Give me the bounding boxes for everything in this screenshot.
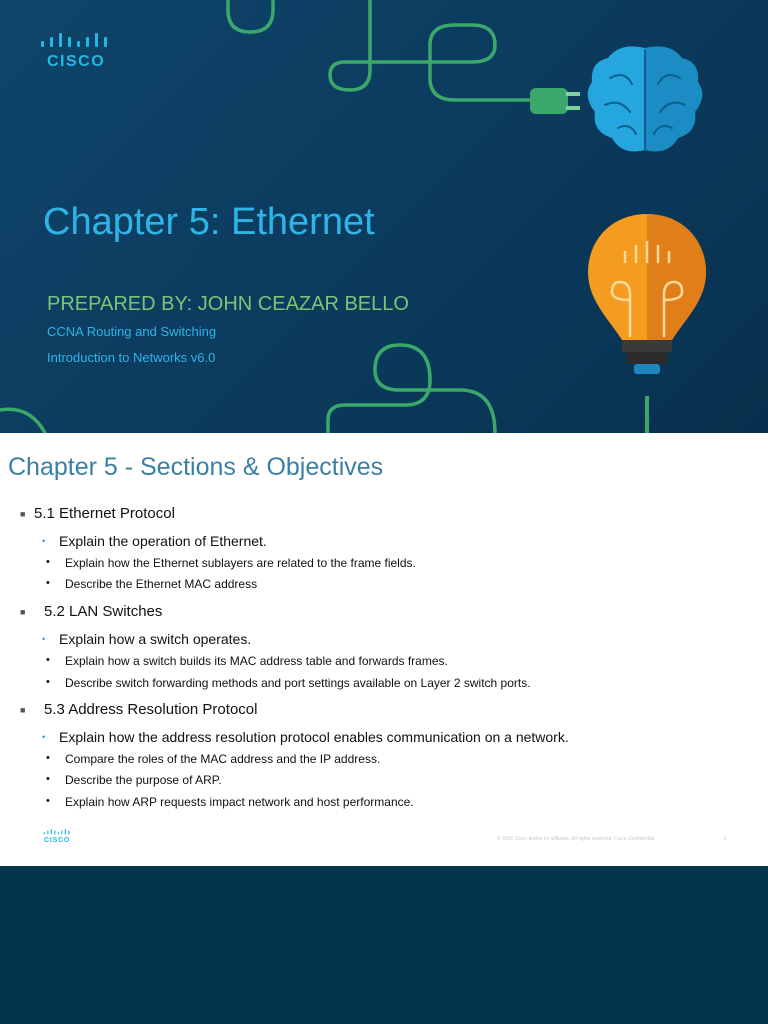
page-number: 2 xyxy=(724,836,727,842)
cisco-logo-icon xyxy=(40,33,110,51)
detail-text: Explain how ARP requests impact network and host performance. xyxy=(65,795,414,809)
dot-bullet-icon: • xyxy=(46,654,50,666)
detail-text: Describe switch forwarding methods and port settings available on Layer 2 switch ports. xyxy=(65,676,531,690)
plug-icon xyxy=(530,88,580,114)
dot-bullet-icon: • xyxy=(46,577,50,589)
section-label: 5.3 Address Resolution Protocol xyxy=(44,701,258,718)
objective-item xyxy=(42,729,569,745)
detail-item xyxy=(46,654,448,668)
dot-bullet-icon: • xyxy=(46,752,50,764)
dot-bullet-icon: • xyxy=(46,676,50,688)
detail-item xyxy=(46,556,416,570)
dot-bullet-icon: • xyxy=(42,536,46,546)
dot-bullet-icon: • xyxy=(46,795,50,807)
prepared-by: PREPARED BY: JOHN CEAZAR BELLO xyxy=(47,293,409,315)
objective-text: Explain how a switch operates. xyxy=(59,631,252,647)
detail-item xyxy=(46,795,414,809)
objective-text: Explain how the address resolution protocol enables communication on a network. xyxy=(59,729,569,745)
detail-text: Explain how the Ethernet sublayers are related to the frame fields. xyxy=(65,556,416,570)
dot-bullet-icon: • xyxy=(42,634,46,644)
dot-bullet-icon: • xyxy=(46,773,50,785)
course-name: CCNA Routing and Switching xyxy=(47,324,217,339)
detail-text: Describe the Ethernet MAC address xyxy=(65,577,258,591)
detail-item xyxy=(46,676,531,690)
section-item xyxy=(20,603,162,620)
cisco-logo-small-icon xyxy=(42,829,72,836)
objective-item xyxy=(42,533,267,549)
section-label: 5.2 LAN Switches xyxy=(44,603,163,620)
cisco-logo-small-text: CISCO xyxy=(44,837,71,844)
section-item xyxy=(20,701,257,718)
square-bullet-icon: ■ xyxy=(20,705,26,715)
objective-item xyxy=(42,631,251,647)
detail-text: Compare the roles of the MAC address and the IP address. xyxy=(65,752,381,766)
detail-item xyxy=(46,773,222,787)
dot-bullet-icon: • xyxy=(42,732,46,742)
brain-icon xyxy=(588,46,703,151)
objectives-title: Chapter 5 - Sections & Objectives xyxy=(8,453,384,481)
page-title: Chapter 5: Ethernet xyxy=(43,201,375,243)
detail-item xyxy=(46,752,380,766)
title-slide xyxy=(0,0,768,433)
copyright-footer: © 2016 Cisco and/or its affiliates. All rights reserved. Cisco Confidential xyxy=(497,836,655,842)
detail-item xyxy=(46,577,257,591)
square-bullet-icon: ■ xyxy=(20,509,26,519)
detail-text: Explain how a switch builds its MAC address table and forwards frames. xyxy=(65,654,448,668)
objective-text: Explain the operation of Ethernet. xyxy=(59,533,267,549)
section-label: 5.1 Ethernet Protocol xyxy=(34,505,175,522)
cisco-logo-text: CISCO xyxy=(47,53,106,70)
section-item xyxy=(20,505,175,522)
detail-text: Describe the purpose of ARP. xyxy=(65,773,222,787)
course-subtitle: Introduction to Networks v6.0 xyxy=(47,350,216,365)
lightbulb-icon xyxy=(588,214,768,433)
dot-bullet-icon: • xyxy=(46,556,50,568)
objectives-slide xyxy=(0,433,768,866)
square-bullet-icon: ■ xyxy=(20,607,26,617)
